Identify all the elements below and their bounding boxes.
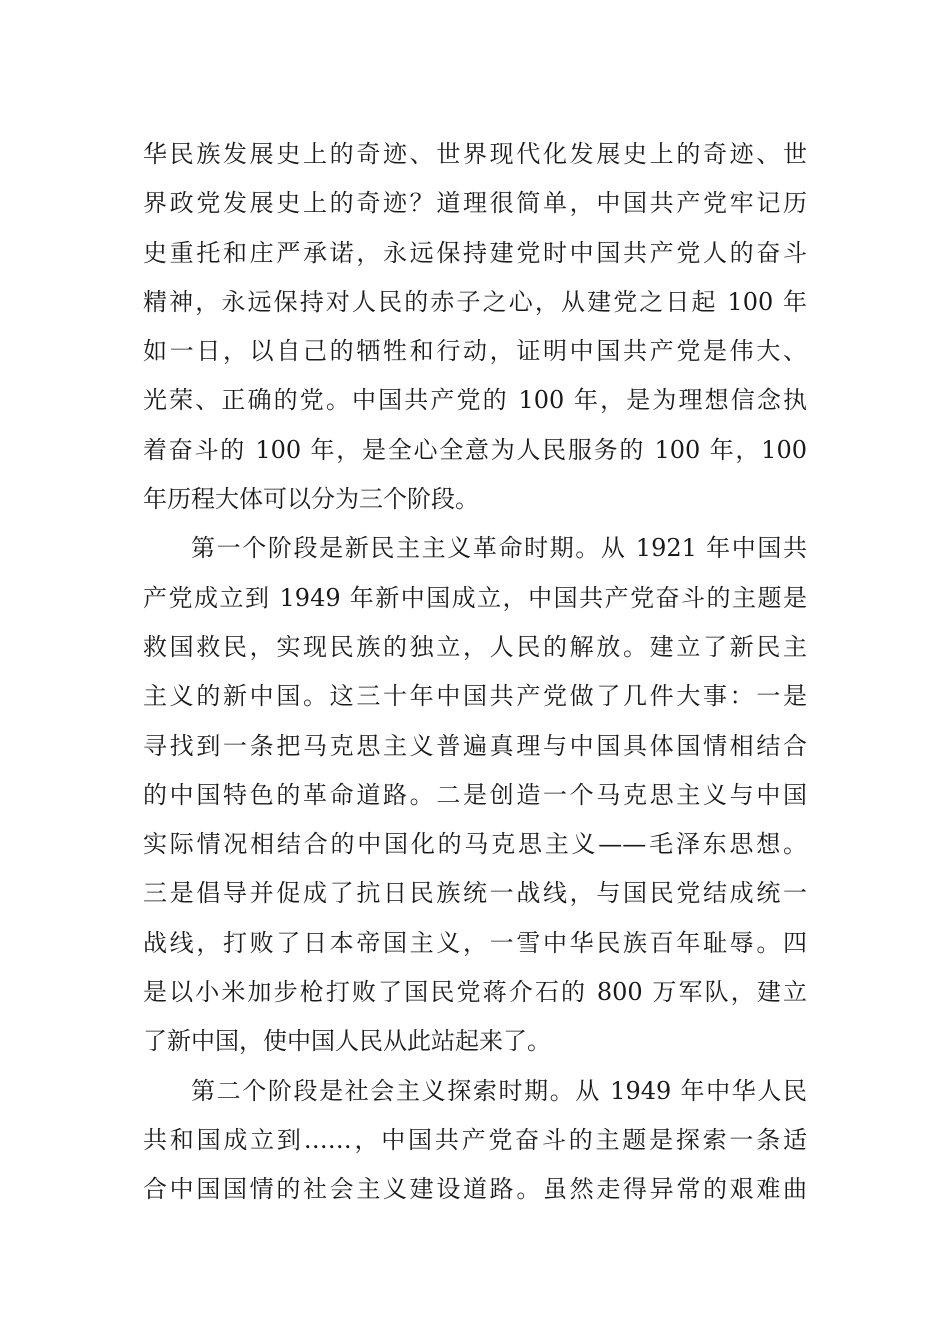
text-line: 救国救民，实现民族的独立，人民的解放。建立了新民主 xyxy=(143,632,807,661)
text-line: 年历程大体可以分为三个阶段。 xyxy=(143,485,479,514)
text-line: 三是倡导并促成了抗日民族统一战线，与国民党结成统一 xyxy=(143,879,807,908)
text-line: 是以小米加步枪打败了国民党蒋介石的 800 万军队，建立 xyxy=(143,978,807,1007)
text-line: 了新中国，使中国人民从此站起来了。 xyxy=(143,1027,551,1056)
text-line: 如一日，以自己的牺牲和行动，证明中国共产党是伟大、 xyxy=(143,337,807,366)
text-line: 界政党发展史上的奇迹？道理很简单，中国共产党牢记历 xyxy=(143,189,807,218)
text-line: 产党成立到 1949 年新中国成立，中国共产党奋斗的主题是 xyxy=(143,583,807,612)
text-line: 华民族发展史上的奇迹、世界现代化发展史上的奇迹、世 xyxy=(143,140,807,168)
paragraph-first-line: 第一个阶段是新民主主义革命时期。从 1921 年中国共 xyxy=(191,534,807,563)
text-line: 合中国国情的社会主义建设道路。虽然走得异常的艰难曲 xyxy=(143,1175,807,1204)
text-line: 着奋斗的 100 年，是全心全意为人民服务的 100 年，100 xyxy=(143,435,807,464)
text-line: 寻找到一条把马克思主义普遍真理与中国具体国情相结合 xyxy=(143,731,807,760)
text-line: 光荣、正确的党。中国共产党的 100 年，是为理想信念执 xyxy=(143,386,807,415)
document-body xyxy=(143,130,807,1215)
text-line: 精神，永远保持对人民的赤子之心，从建党之日起 100 年 xyxy=(143,287,807,316)
text-line: 史重托和庄严承诺，永远保持建党时中国共产党人的奋斗 xyxy=(143,238,807,267)
text-line: 的中国特色的革命道路。二是创造一个马克思主义与中国 xyxy=(143,780,807,809)
text-line: 战线，打败了日本帝国主义，一雪中华民族百年耻辱。四 xyxy=(143,928,807,957)
paragraph-first-line: 第二个阶段是社会主义探索时期。从 1949 年中华人民 xyxy=(191,1076,807,1105)
text-line: 实际情况相结合的中国化的马克思主义——毛泽东思想。 xyxy=(143,830,807,859)
text-line: 共和国成立到……，中国共产党奋斗的主题是探索一条适 xyxy=(143,1125,807,1154)
text-line: 主义的新中国。这三十年中国共产党做了几件大事：一是 xyxy=(143,682,807,711)
